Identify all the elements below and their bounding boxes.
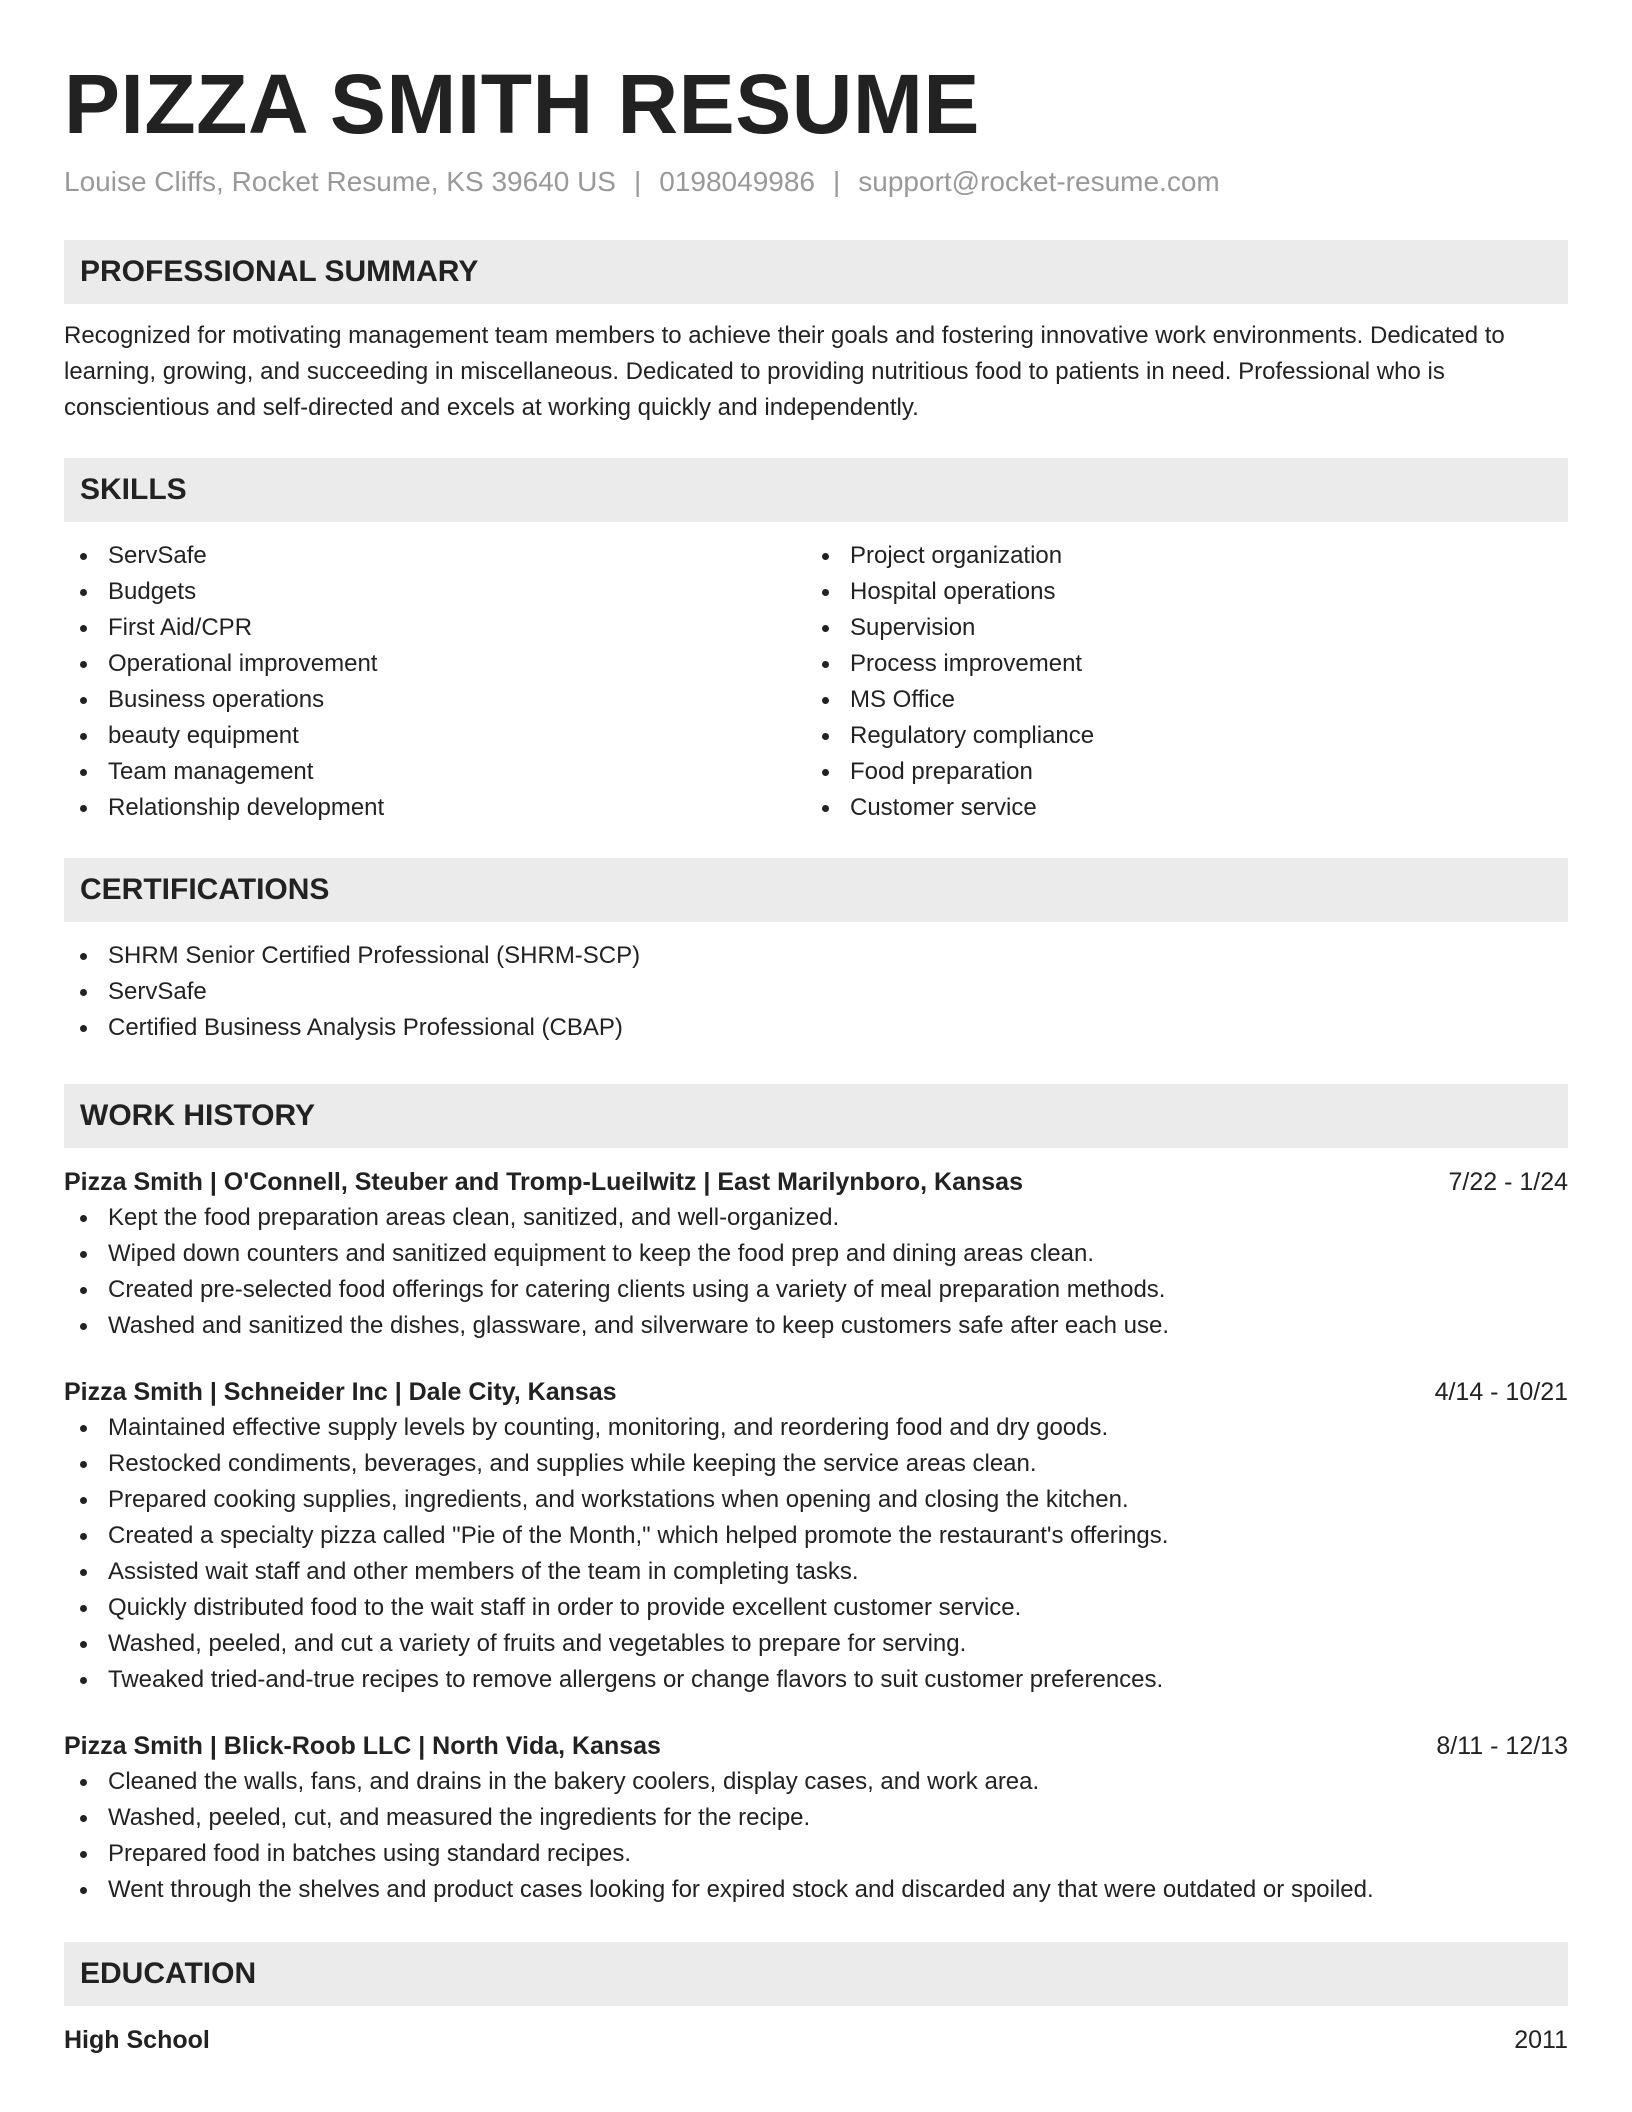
skills-column-right (806, 538, 1548, 826)
job-duties (64, 1200, 1568, 1344)
job-entry (64, 1728, 1568, 1908)
contact-separator: | (633, 166, 642, 197)
job-duty: Wiped down counters and sanitized equipment to keep the food prep and dining areas clean. (64, 1236, 1568, 1272)
certification-item: Certified Business Analysis Professional (CBAP) (64, 1010, 1568, 1046)
job-duty: Washed, peeled, and cut a variety of fruits and vegetables to prepare for serving. (64, 1626, 1568, 1662)
contact-separator: | (833, 166, 841, 197)
job-duty: Washed, peeled, cut, and measured the ingredients for the recipe. (64, 1800, 1568, 1836)
job-duty: Prepared food in batches using standard recipes. (64, 1836, 1568, 1872)
certification-item: SHRM Senior Certified Professional (SHRM-SCP) (64, 938, 1568, 974)
certification-item: ServSafe (64, 974, 1568, 1010)
contact-line (64, 164, 1568, 200)
section-header-skills (64, 458, 1568, 522)
job-dates: 7/22 - 1/24 (1448, 1168, 1568, 1196)
resume-title: PIZZA SMITH RESUME (64, 57, 980, 151)
skill-item: Relationship development (64, 790, 806, 826)
job-duty: Tweaked tried-and-true recipes to remove allergens or change flavors to suit customer preferences. (64, 1662, 1568, 1698)
job-duties (64, 1410, 1568, 1698)
job-duty: Created a specialty pizza called "Pie of the Month," which helped promote the restaurant's offerings. (64, 1518, 1568, 1554)
skill-item: Food preparation (806, 754, 1548, 790)
job-dates: 4/14 - 10/21 (1434, 1378, 1568, 1406)
job-header (64, 1374, 1568, 1410)
skill-item: Supervision (806, 610, 1548, 646)
job-duty: Created pre-selected food offerings for catering clients using a variety of meal preparation methods. (64, 1272, 1568, 1308)
job-duty: Cleaned the walls, fans, and drains in the bakery coolers, display cases, and work area. (64, 1764, 1568, 1800)
section-header-education (64, 1942, 1568, 2006)
skill-item: Hospital operations (806, 574, 1548, 610)
education-year: 2011 (1514, 2026, 1568, 2054)
skills-list (64, 538, 1568, 826)
job-duty: Kept the food preparation areas clean, sanitized, and well-organized. (64, 1200, 1568, 1236)
job-duty: Restocked condiments, beverages, and supplies while keeping the service areas clean. (64, 1446, 1568, 1482)
job-entry (64, 1164, 1568, 1344)
job-header (64, 1164, 1568, 1200)
section-header-work-history (64, 1084, 1568, 1148)
job-title: Pizza Smith | O'Connell, Steuber and Tromp-Lueilwitz | East Marilynboro, Kansas (64, 1168, 1023, 1196)
job-title: Pizza Smith | Schneider Inc | Dale City, Kansas (64, 1378, 617, 1406)
skill-item: Team management (64, 754, 806, 790)
job-duty: Washed and sanitized the dishes, glassware, and silverware to keep customers safe after each use. (64, 1308, 1568, 1344)
skills-column-left (64, 538, 806, 826)
job-duty: Went through the shelves and product cases looking for expired stock and discarded any that were outdated or spoiled. (64, 1872, 1568, 1908)
section-title: EDUCATION (80, 1957, 257, 1990)
section-title: CERTIFICATIONS (80, 873, 330, 906)
skill-item: Project organization (806, 538, 1548, 574)
skill-item: Regulatory compliance (806, 718, 1548, 754)
skill-item: MS Office (806, 682, 1548, 718)
contact-address: Louise Cliffs, Rocket Resume, KS 39640 US (64, 166, 616, 197)
job-duty: Assisted wait staff and other members of the team in completing tasks. (64, 1554, 1568, 1590)
section-title: PROFESSIONAL SUMMARY (80, 255, 479, 288)
section-title: WORK HISTORY (80, 1099, 316, 1132)
summary-text: Recognized for motivating management team members to achieve their goals and fostering innovative work environments. Dedicated to learning, growing, and succeeding in miscellaneous. Dedicated to providing nutritious food to patients in need. Professional who is conscientious and self-directed and excels at working quickly and independently. (64, 322, 1505, 421)
contact-email[interactable]: support@rocket-resume.com (858, 166, 1220, 197)
contact-phone: 0198049986 (659, 166, 815, 197)
education-entry (64, 2022, 1568, 2058)
education-school: High School (64, 2026, 210, 2054)
job-dates: 8/11 - 12/13 (1436, 1732, 1568, 1760)
skill-item: ServSafe (64, 538, 806, 574)
skill-item: First Aid/CPR (64, 610, 806, 646)
section-title: SKILLS (80, 473, 187, 506)
job-duty: Prepared cooking supplies, ingredients, and workstations when opening and closing the kitchen. (64, 1482, 1568, 1518)
job-entry (64, 1374, 1568, 1698)
job-duties (64, 1764, 1568, 1908)
job-duty: Maintained effective supply levels by counting, monitoring, and reordering food and dry goods. (64, 1410, 1568, 1446)
skill-item: Operational improvement (64, 646, 806, 682)
section-header-summary (64, 240, 1568, 304)
skill-item: Business operations (64, 682, 806, 718)
skill-item: Process improvement (806, 646, 1548, 682)
skill-item: beauty equipment (64, 718, 806, 754)
skill-item: Budgets (64, 574, 806, 610)
job-title: Pizza Smith | Blick-Roob LLC | North Vida, Kansas (64, 1732, 661, 1760)
certifications-list (64, 938, 1568, 1046)
skill-item: Customer service (806, 790, 1548, 826)
section-header-certifications (64, 858, 1568, 922)
job-header (64, 1728, 1568, 1764)
job-duty: Quickly distributed food to the wait staff in order to provide excellent customer service. (64, 1590, 1568, 1626)
